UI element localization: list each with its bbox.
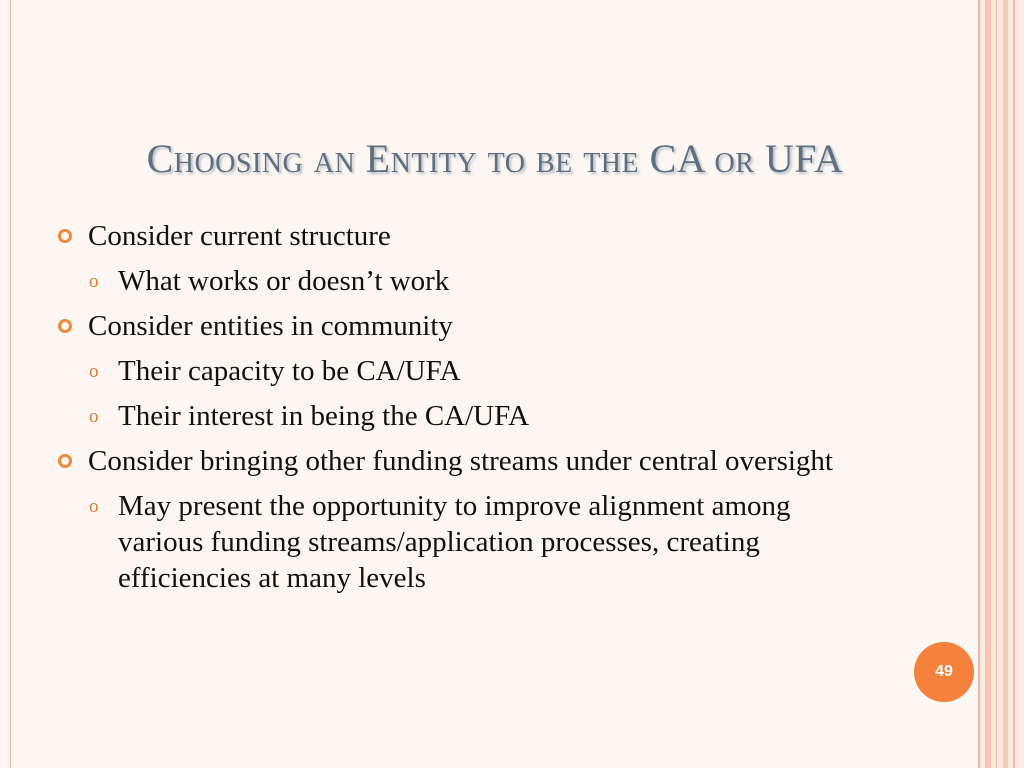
right-border-line bbox=[985, 0, 991, 768]
circle-bullet-icon bbox=[58, 454, 72, 468]
bullet-text: Consider entities in community bbox=[88, 310, 453, 342]
sub-bullet-item bbox=[56, 263, 866, 299]
bullet-item bbox=[56, 308, 866, 344]
sub-bullet-text: Their interest in being the CA/UFA bbox=[118, 400, 530, 432]
sub-bullet-text: Their capacity to be CA/UFA bbox=[118, 355, 461, 387]
bullet-item bbox=[56, 218, 866, 254]
sub-bullet-icon: o bbox=[89, 496, 99, 517]
slide-title: Choosing an Entity to be the CA or UFA bbox=[146, 136, 844, 181]
left-border-line bbox=[10, 0, 11, 768]
right-border-line bbox=[1013, 0, 1015, 768]
sub-bullet-icon: o bbox=[89, 361, 99, 382]
sub-bullet-item bbox=[56, 488, 798, 596]
right-border-line bbox=[996, 0, 997, 768]
right-border-line bbox=[978, 0, 980, 768]
sub-bullet-item bbox=[56, 398, 866, 434]
bullet-text: Consider current structure bbox=[88, 220, 391, 252]
circle-bullet-icon bbox=[58, 319, 72, 333]
sub-bullet-text: May present the opportunity to improve alignment among various funding streams/application processes, creating efficiencies at many levels bbox=[118, 490, 791, 594]
bullet-item bbox=[56, 443, 866, 479]
sub-bullet-icon: o bbox=[89, 271, 99, 292]
sub-bullet-text: What works or doesn’t work bbox=[118, 265, 450, 297]
right-border-line bbox=[1003, 0, 1008, 768]
bullet-list bbox=[56, 218, 866, 605]
page-number-badge: 49 bbox=[914, 642, 974, 702]
sub-bullet-item bbox=[56, 353, 866, 389]
bullet-text: Consider bringing other funding streams under central oversight bbox=[88, 445, 833, 477]
sub-bullet-icon: o bbox=[89, 406, 99, 427]
circle-bullet-icon bbox=[58, 229, 72, 243]
